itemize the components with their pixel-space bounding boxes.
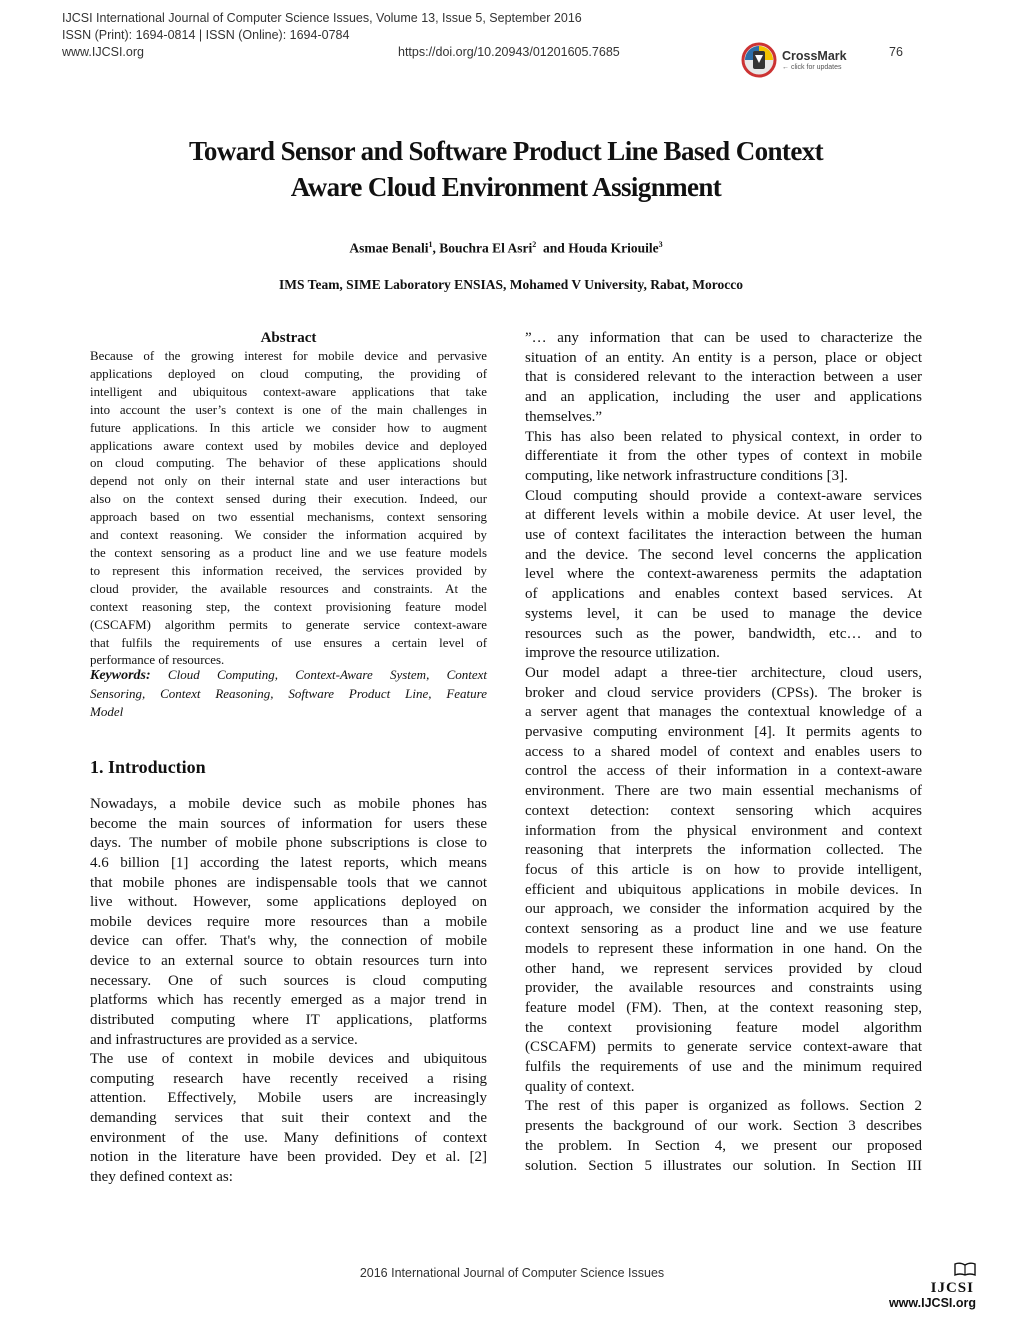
introduction-line: mobile devices require more resources than a mobile <box>90 913 487 930</box>
right-column-line: access to a shared model of context and enables users to <box>525 743 922 760</box>
right-column-line: a server agent that manages the contextual knowledge of a <box>525 704 922 721</box>
book-icon <box>954 1262 976 1281</box>
abstract-line: future applications. In this article we consider how to augment <box>90 420 487 435</box>
abstract-body <box>90 348 487 670</box>
page-number: 76 <box>889 45 903 59</box>
author-name: Houda Kriouile <box>568 240 659 256</box>
right-column-line: focus of this article is on how to provide intelligent, <box>525 861 922 878</box>
right-column-body <box>525 329 922 1176</box>
author-separator: , <box>432 240 440 256</box>
right-column-line: This has also been related to physical context, in order to <box>525 428 922 445</box>
right-column-line: that is considered relevant to the interaction between a user <box>525 369 922 386</box>
right-column-line: efficient and ubiquitous applications in mobile devices. In <box>525 881 922 898</box>
right-column-line: systems level, it can be used to manage the device <box>525 605 922 622</box>
paper-title <box>90 133 922 205</box>
abstract-line: performance of resources. <box>90 653 225 668</box>
abstract-line: and context reasoning. We consider the information acquired by <box>90 528 487 543</box>
keywords <box>90 666 487 721</box>
author-separator: and <box>536 240 569 256</box>
introduction-line: device to an external source to obtain resources turn into <box>90 953 487 969</box>
right-column-line: feature model (FM). Then, at the context reasoning step, <box>525 999 922 1016</box>
keywords-line: Cloud Computing, Context-Aware System, Context <box>167 667 488 682</box>
right-column-line: our approach, we consider the information acquired by the <box>525 901 922 918</box>
introduction-line: environment of the use. Many definitions of context <box>90 1129 487 1146</box>
introduction-line: live without. However, some applications deployed on <box>90 894 487 911</box>
logo-name: IJCSI <box>930 1280 974 1296</box>
right-column-line: information from the physical environment and context <box>525 822 922 839</box>
abstract-line: cloud provider, the available resources and constraints. At the <box>90 581 487 596</box>
abstract-line: applications aware context used by mobiles device and deployed <box>90 438 487 453</box>
section-heading-introduction: 1. Introduction <box>90 757 206 777</box>
author-mark: 3 <box>658 240 663 249</box>
right-column-line: of applications and enables context based services. At <box>525 586 922 603</box>
crossmark-badge[interactable] <box>741 42 849 82</box>
introduction-line: and infrastructures are provided as a service. <box>90 1031 358 1048</box>
keywords-label: Keywords: <box>90 668 151 683</box>
introduction-line: they defined context as: <box>90 1168 233 1185</box>
abstract-line: to represent this information received, the services provided by <box>90 563 487 578</box>
introduction-line: days. The number of mobile phone subscriptions is close to <box>90 835 487 852</box>
journal-issn: ISSN (Print): 1694-0814 | ISSN (Online): 1694-0784 <box>62 28 350 42</box>
right-column-line: reasoning that interprets the information collected. The <box>525 842 922 859</box>
affiliation: IMS Team, SIME Laboratory ENSIAS, Mohamed V University, Rabat, Morocco <box>279 277 743 292</box>
right-column-line: and the device. The second level concerns the application <box>525 546 922 563</box>
introduction-line: notion in the literature have been provided. Dey et al. [2] <box>90 1149 487 1166</box>
introduction-line: distributed computing where IT applications, platforms <box>90 1011 487 1028</box>
right-column-line: situation of an entity. An entity is a person, place or object <box>525 349 922 366</box>
right-column-line: solution. Section 5 illustrates our solution. In Section III <box>525 1157 922 1174</box>
author-name: Bouchra El Asri <box>439 240 533 256</box>
abstract-line: (CSCAFM) algorithm permits to generate service context-aware <box>90 617 487 632</box>
introduction-line: demanding services that suit their context and the <box>90 1110 487 1126</box>
abstract-line: context reasoning step, the context provisioning feature model <box>90 599 487 614</box>
abstract-heading: Abstract <box>260 330 317 346</box>
introduction-line: computing research have recently received a rising <box>90 1070 487 1087</box>
logo-url: www.IJCSI.org <box>888 1296 976 1310</box>
right-column-line: the problem. In Section 4, we present our proposed <box>525 1137 922 1154</box>
journal-citation: IJCSI International Journal of Computer Science Issues, Volume 13, Issue 5, September 2016 <box>62 11 582 25</box>
right-column-line: other hand, we represent services provided by cloud <box>525 960 922 977</box>
right-column-line: quality of context. <box>525 1078 635 1095</box>
introduction-line: platforms which has recently emerged as a major trend in <box>90 992 487 1009</box>
crossmark-sublabel: ← click for updates <box>782 64 842 71</box>
right-column-line: context detection: context sensoring which acquires <box>525 802 922 819</box>
abstract-line: on cloud computing. The behavior of these applications should <box>90 456 487 471</box>
abstract-line: depend not only on their internal state and user interactions but <box>90 474 487 489</box>
right-column-line: control the access of their information in a context-aware <box>525 763 922 780</box>
paper-title-line: Aware Cloud Environment Assignment <box>290 172 722 202</box>
right-column-line: Our model adapt a three-tier architecture, cloud users, <box>525 664 922 681</box>
abstract-line: into account the user’s context is one of the main challenges in <box>90 402 487 417</box>
right-column-line: improve the resource utilization. <box>525 645 720 662</box>
right-column-line: fulfils the requirements of use and the minimum required <box>525 1059 922 1076</box>
footer-text: 2016 International Journal of Computer Science Issues <box>359 1266 665 1280</box>
right-column-line: resources such as the power, bandwidth, etc… and to <box>525 625 922 642</box>
right-column-line: (CSCAFM) permits to generate service context-aware that <box>525 1039 922 1056</box>
abstract-line: applications deployed on cloud computing, the providing of <box>90 366 487 381</box>
right-column-line: presents the background of our work. Section 3 describes <box>525 1118 922 1135</box>
right-column-line: themselves.” <box>525 408 603 425</box>
journal-website[interactable]: www.IJCSI.org <box>62 45 144 59</box>
right-column-line: pervasive computing environment [4]. It permits agents to <box>525 724 922 741</box>
introduction-line: device can offer. That's why, the connection of mobile <box>90 933 487 950</box>
right-column-line: Cloud computing should provide a context-aware services <box>525 487 922 504</box>
right-column-line: and an application, including the user and applications <box>525 389 922 406</box>
author-mark: 1 <box>428 240 433 249</box>
author-mark: 2 <box>532 240 537 249</box>
ijcsi-logo[interactable] <box>868 1262 976 1310</box>
right-column-line: at different levels within a mobile device. At user level, the <box>525 507 922 524</box>
right-column-line: the context provisioning feature model algorithm <box>525 1019 922 1036</box>
introduction-line: that mobile phones are indispensable tools that we cannot <box>90 874 487 891</box>
introduction-line: The use of context in mobile devices and ubiquitous <box>90 1051 487 1068</box>
abstract-line: also on the context sensed during their execution. Indeed, our <box>90 492 487 507</box>
introduction-line: attention. Effectively, Mobile users are increasingly <box>90 1090 487 1107</box>
author-list <box>90 240 922 257</box>
right-column-line: provider, the available resources and constraints using <box>525 980 922 997</box>
paper-title-line: Toward Sensor and Software Product Line Based Context <box>188 136 823 166</box>
right-column-line: models to represent these information in one hand. On the <box>525 940 922 957</box>
introduction-body <box>90 795 487 1188</box>
keywords-line: Model <box>90 704 124 719</box>
right-column-line: use of context facilitates the interaction between the human <box>525 527 922 544</box>
right-column-line: differentiate it from the other types of context in mobile <box>525 448 922 465</box>
keywords-line: Sensoring, Context Reasoning, Software Product Line, Feature <box>90 686 487 701</box>
right-column-line: environment. There are two main essential mechanisms of <box>525 783 922 800</box>
abstract-line: approach based on two essential mechanisms, context sensoring <box>90 510 487 525</box>
abstract-line: the context sensoring as a product line and we use feature models <box>90 545 487 560</box>
crossmark-label: CrossMark <box>782 49 847 63</box>
author-name: Asmae Benali <box>349 240 429 256</box>
right-column-line: level where the context-awareness permits the adaptation <box>525 566 922 583</box>
crossmark-icon <box>741 42 777 83</box>
abstract-line: that fulfils the requirements of use ensures a certain level of <box>90 635 487 650</box>
doi-link[interactable]: https://doi.org/10.20943/01201605.7685 <box>398 45 620 59</box>
right-column-line: ”… any information that can be used to characterize the <box>525 330 922 346</box>
right-column-line: The rest of this paper is organized as follows. Section 2 <box>525 1098 922 1115</box>
abstract-line: Because of the growing interest for mobile device and pervasive <box>90 349 487 363</box>
right-column-line: computing, like network infrastructure conditions [3]. <box>525 467 848 484</box>
introduction-line: Nowadays, a mobile device such as mobile phones has <box>90 796 487 812</box>
introduction-line: necessary. One of such sources is cloud computing <box>90 972 487 989</box>
introduction-line: 4.6 billion [1] according the latest reports, which means <box>90 854 487 871</box>
right-column-line: broker and cloud service providers (CPSs). The broker is <box>525 684 922 701</box>
right-column-line: context sensoring as a product line and we use feature <box>525 921 922 938</box>
introduction-line: become the main sources of information for users these <box>90 815 487 832</box>
abstract-line: intelligent and ubiquitous context-aware applications that take <box>90 384 487 399</box>
